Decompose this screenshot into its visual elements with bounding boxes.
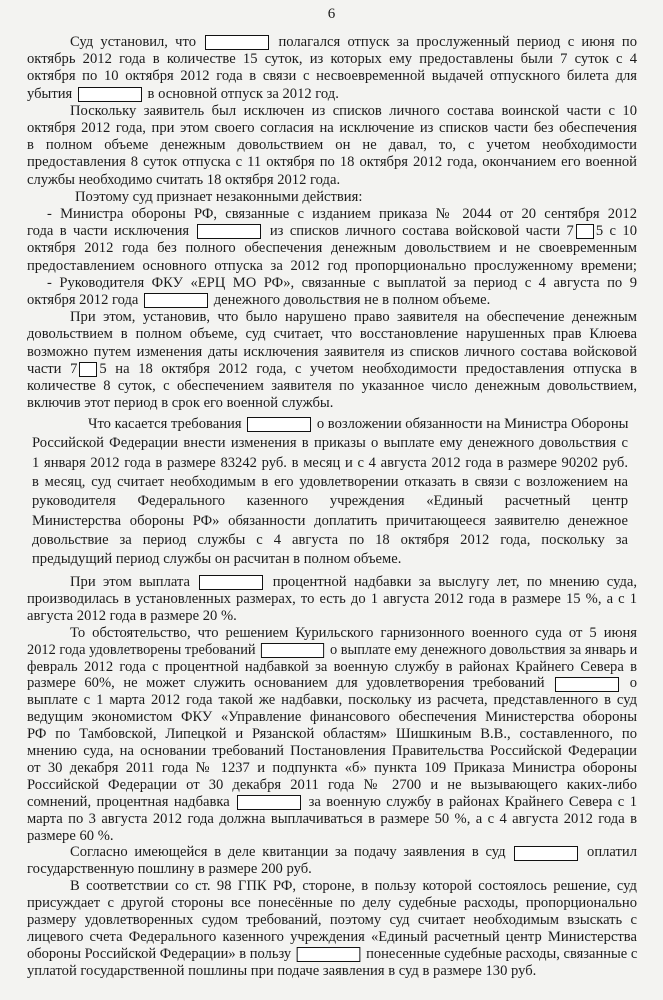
- text-segment: о выплате ему денежного довольствия за январь и: [326, 641, 638, 658]
- text-segment: выплате с 1 марта 2012 года такой же надбавки, поскольку из расчета, представленного в суд: [27, 692, 637, 709]
- text-segment: РФ по Тамбовской, Липецкой и Рязанской областям» Шишкиным В.В., составленного, по: [27, 726, 637, 743]
- text-line: [27, 725, 637, 743]
- redaction-box: [555, 677, 619, 692]
- text-segment: понесенные судебные расходы, связанные с: [362, 945, 638, 962]
- text-segment: Министерства обороны РФ» обязанности доплатить причитающееся заявителю денежное: [32, 512, 628, 529]
- text-segment: от 30 декабря 2011 года № 1237 и подпункта «б» пункта 109 Приказа Министра обороны: [27, 759, 637, 776]
- text-segment: Российской Федерации от 30 декабря 2011 года № 2700 и не вызывающего каких-либо: [27, 776, 637, 793]
- text-line: [32, 454, 628, 472]
- text-line: [27, 793, 637, 811]
- text-line: [70, 102, 637, 120]
- text-line: [27, 641, 638, 659]
- text-line: [27, 810, 637, 828]
- text-line: [27, 85, 637, 103]
- text-line: [27, 590, 637, 608]
- redaction-box: [205, 35, 269, 50]
- text-segment: августа 2012 года в размере 20 %.: [27, 607, 237, 624]
- redaction-box: [197, 224, 261, 239]
- text-line: [27, 325, 637, 343]
- text-segment: лицевого счета Федерального казенного учреждения «Единый расчетный центр Министерства: [27, 928, 637, 945]
- text-line: [70, 573, 637, 591]
- text-segment: количестве 8 суток, с обеспечением заявителя по указанное число денежным довольствием,: [27, 378, 637, 394]
- text-line: [32, 531, 628, 549]
- text-line: [32, 512, 628, 530]
- text-line: [47, 205, 637, 223]
- text-segment: довольствием в полном объеме, суд считает, что восстановление нарушенных прав Клюева: [27, 326, 637, 343]
- text-line: [27, 67, 637, 85]
- text-segment: обороны Российской Федерации» в пользу: [27, 945, 295, 962]
- text-line: [27, 377, 637, 395]
- text-segment: года в части исключения: [27, 223, 196, 240]
- text-line: [27, 50, 637, 68]
- text-line: [27, 759, 637, 777]
- text-segment: - Министра обороны РФ, связанные с изданием приказа № 2044 от 20 сентября 2012: [47, 206, 637, 222]
- text-segment: Поскольку заявитель был исключен из списков личного состава воинской части с 10: [70, 102, 637, 119]
- text-segment: Согласно имеющейся в деле квитанции за подачу заявления в суд: [70, 844, 513, 861]
- text-segment: Российской Федерации внести изменения в приказы о выплате ему денежного довольствия с: [32, 435, 628, 452]
- text-line: [27, 962, 637, 980]
- text-segment: государственную пошлину в размере 200 руб.: [27, 861, 312, 878]
- redaction-box: [199, 575, 263, 590]
- text-segment: возможно путем изменения даты исключения заявителя из списков личного состава войсковой: [27, 343, 637, 360]
- text-segment: размеру удовлетворенных судом требований, поэтому суд считает необходимым взыскать с: [27, 912, 637, 928]
- text-segment: При этом, установив, что было нарушено право заявителя на обеспечение денежным: [70, 309, 637, 326]
- text-line: [27, 708, 637, 726]
- text-segment: полагался отпуск за прослуженный период с июня по: [271, 34, 637, 50]
- text-line: [27, 119, 637, 137]
- text-segment: присуждает с другой стороны все понесённые по делу судебные расходы, пропорционально: [27, 895, 637, 912]
- text-line: [27, 827, 637, 845]
- text-line: [27, 136, 637, 154]
- text-segment: производилась в установленных размерах, то есть до 1 августа 2012 года в размере 15 %, а с 1: [27, 590, 637, 607]
- text-line: [27, 360, 637, 378]
- text-segment: При этом выплата: [70, 574, 198, 590]
- redaction-box: [261, 643, 324, 658]
- text-segment: в полном объеме денежным довольствием он не давал, то, с учетом необходимости: [27, 137, 637, 154]
- text-segment: октября 2012 года, при этом своего согласия на исключение из списков части без обеспечения: [27, 120, 637, 136]
- text-line: [75, 188, 637, 206]
- redaction-box: [79, 362, 97, 377]
- redaction-box: [78, 87, 142, 102]
- text-line: [70, 877, 637, 895]
- redaction-box: [144, 293, 208, 308]
- text-segment: мнению суда, на основании требований Постановления Правительства Российской Федерации: [27, 743, 637, 759]
- text-line: [27, 860, 637, 878]
- redaction-box: [247, 417, 311, 432]
- text-segment: 2012 года удовлетворены требований: [27, 641, 260, 658]
- text-line: [27, 171, 637, 189]
- text-line: [32, 492, 628, 510]
- text-segment: В соответствии со ст. 98 ГПК РФ, стороне, в пользу которой состоялось решение, суд: [70, 878, 637, 895]
- text-line: [70, 308, 637, 326]
- text-line: [27, 257, 637, 275]
- text-segment: марта по 3 августа 2012 года должна выплачиваться в размере 50 %, а с 4 августа 2012 года в: [27, 810, 637, 827]
- text-segment: февраль 2012 года с процентной надбавкой за военную службу в районах Крайнего Севера в: [27, 658, 637, 675]
- text-line: [27, 911, 637, 929]
- text-segment: Что касается требования: [88, 416, 246, 432]
- text-line: [27, 945, 638, 963]
- text-line: [70, 624, 637, 642]
- text-segment: о возложении обязанности на Министра Обороны: [313, 416, 629, 432]
- redaction-box: [237, 795, 301, 810]
- text-line: [27, 239, 637, 257]
- text-line: [27, 658, 637, 676]
- text-line: [27, 291, 637, 309]
- text-segment: размере 60%, не может служить основанием для удовлетворения требований: [27, 675, 554, 692]
- text-segment: из списков личного состава войсковой части 7: [263, 223, 574, 240]
- text-line: [27, 674, 637, 692]
- text-segment: руководителя Федерального казенного учреждения «Единый расчетный центр: [32, 493, 628, 510]
- text-line: [27, 153, 637, 171]
- text-segment: Поэтому суд признает незаконными действия:: [75, 188, 363, 205]
- text-line: [27, 394, 637, 412]
- text-segment: убытия: [27, 85, 76, 102]
- text-segment: размере 60 %.: [27, 827, 114, 844]
- text-segment: в месяц, суд считает необходимым в его удовлетворении отказать в связи с возложением на: [32, 473, 628, 490]
- text-segment: службы необходимо считать 18 октября 2012 года.: [27, 171, 341, 188]
- text-line: [27, 894, 637, 912]
- text-segment: о: [621, 675, 637, 692]
- text-line: [32, 473, 628, 491]
- text-segment: предыдущий период службы он расчитан в полном объеме.: [32, 551, 402, 568]
- text-segment: октября по 10 октября 2012 года в связи с несвоевременной выдачей отпускного билета для: [27, 68, 637, 85]
- text-segment: денежного довольствия не в полном объеме.: [210, 292, 491, 308]
- text-line: [27, 928, 637, 946]
- text-segment: процентной надбавки за выслугу лет, по мнению суда,: [265, 574, 637, 590]
- text-line: [32, 550, 628, 568]
- redaction-box: [576, 224, 594, 239]
- text-segment: ведущим экономистом ФКУ «Управление финансового обеспечения Министерства обороны: [27, 709, 637, 726]
- text-line: [27, 776, 637, 794]
- text-line: [27, 691, 637, 709]
- text-segment: довольствие за период службы с 4 августа по 18 октября 2012 года, поскольку за: [32, 531, 628, 548]
- text-line: [70, 33, 637, 51]
- text-segment: октября 2012 года: [27, 292, 143, 308]
- text-segment: 5 с 10: [595, 223, 637, 240]
- text-line: [70, 843, 637, 861]
- text-segment: октябрь 2012 года в количестве 15 суток, из которых ему предоставлены были 7 суток с 4: [27, 51, 637, 68]
- text-segment: То обстоятельство, что решением Курильского гарнизонного военного суда от 5 июня: [70, 624, 637, 641]
- text-segment: в основной отпуск за 2012 год.: [143, 85, 339, 102]
- text-line: [27, 343, 637, 361]
- text-segment: октября 2012 года без полного обеспечения денежным довольствием и не своевременным: [27, 240, 637, 257]
- text-line: [32, 434, 628, 452]
- text-segment: сомнений, процентная надбавка: [27, 793, 236, 810]
- text-segment: Суд установил, что: [70, 34, 204, 50]
- text-segment: 5 на 18 октября 2012 года, с учетом необходимости предоставления отпуска в: [99, 360, 637, 377]
- text-segment: предоставлением основного отпуска за 2012 год пропорционально прослуженному времени;: [27, 257, 637, 274]
- text-segment: включив этот период в срок его военной службы.: [27, 395, 334, 412]
- text-line: [27, 222, 637, 240]
- text-line: [27, 742, 637, 760]
- text-line: [27, 607, 637, 625]
- page-number: 6: [327, 6, 336, 22]
- text-segment: предоставления 8 суток отпуска с 11 октября по 18 октября 2012 года, окончанием его военной: [27, 154, 637, 171]
- text-segment: - Руководителя ФКУ «ЕРЦ МО РФ», связанные с выплатой за период с 4 августа по 9: [47, 274, 637, 291]
- redaction-box: [297, 947, 361, 962]
- text-segment: оплатил: [580, 844, 638, 861]
- text-segment: уплатой государственной пошлины при подаче заявления в суд в размере 130 руб.: [27, 962, 537, 979]
- text-line: [88, 415, 628, 433]
- text-segment: за военную службу в районах Крайнего Севера с 1: [303, 793, 637, 810]
- text-segment: части 7: [27, 360, 78, 377]
- text-segment: 1 января 2012 года в размере 83242 руб. в месяц и с 4 августа 2012 года в размере 90202 руб.: [32, 454, 628, 471]
- text-line: [47, 274, 637, 292]
- redaction-box: [514, 846, 578, 861]
